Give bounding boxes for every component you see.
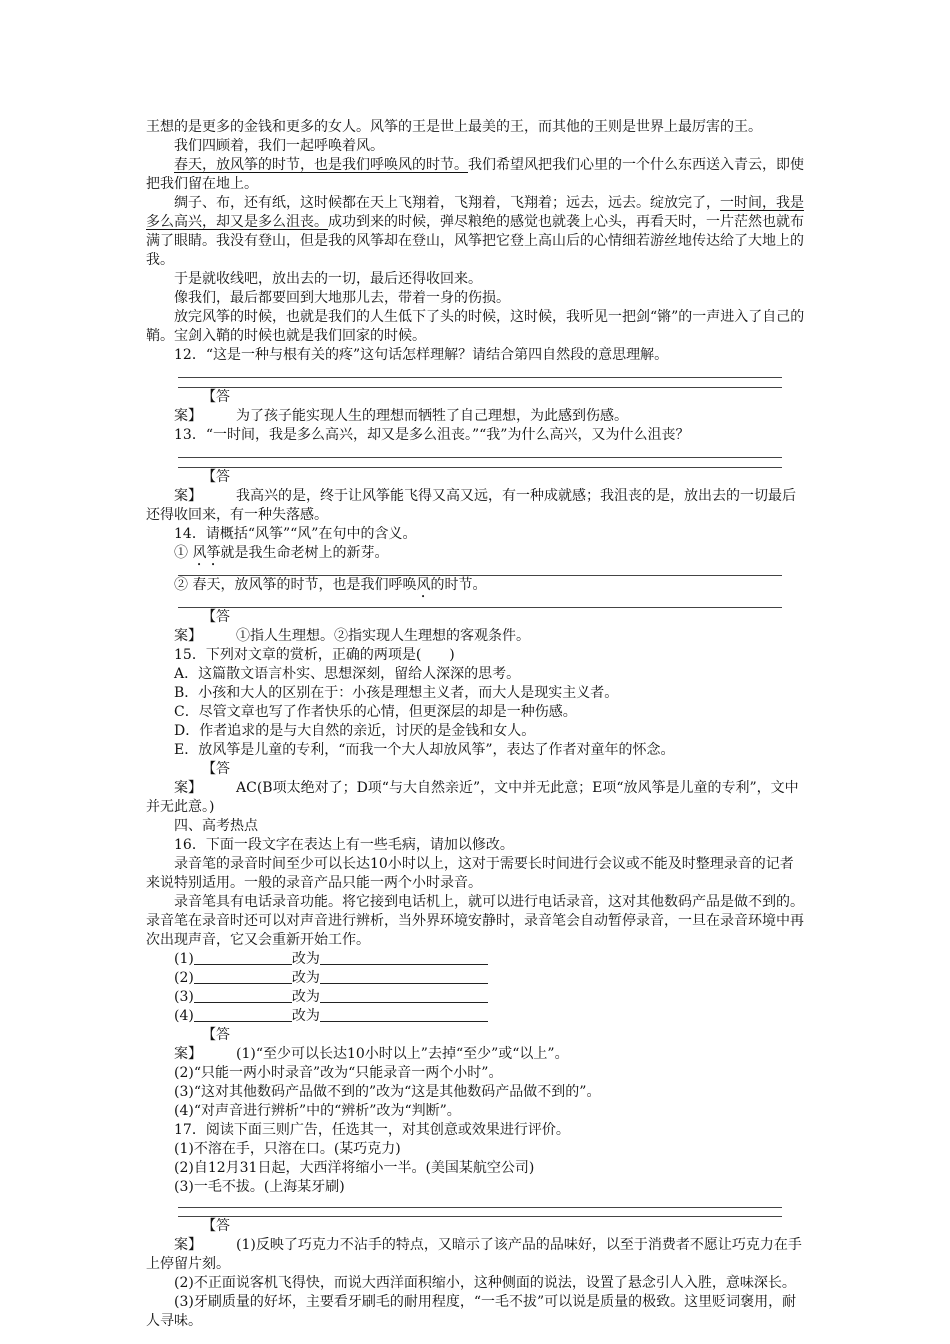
blank-field[interactable] xyxy=(194,1007,292,1022)
document-page xyxy=(146,118,806,1331)
q16-paragraph: 录音笔的录音时间至少可以长达10小时以上，这对于需要长时间进行会议或不能及时整理录音的记者来说特别适用。一般的录音产品只能一两个小时录音。 xyxy=(146,856,794,891)
passage-text: 我们希望风把我们心里的一个什么东西送入青云，即使把我们留在地上。 xyxy=(146,157,804,192)
blank-field[interactable] xyxy=(194,969,292,984)
answer-tag: 【答案】 xyxy=(174,761,230,796)
ad-item: (2)自12月31日起，大西洋将缩小一半。(美国某航空公司) xyxy=(174,1160,535,1176)
answer-16-line: (3)“这对其他数码产品做不到的”改为“这是其他数码产品做不到的”。 xyxy=(174,1084,601,1100)
passage-paragraph: 像我们，最后都要回到大地那儿去，带着一身的伤损。 xyxy=(174,290,510,306)
ad-item: (1)不溶在手，只溶在口。(某巧克力) xyxy=(174,1141,401,1157)
option-d: D．作者追求的是与大自然的亲近，讨厌的是金钱和女人。 xyxy=(174,723,536,739)
question-14: 14．请概括“风筝”“风”在句中的含义。 xyxy=(174,526,417,542)
answer-12 xyxy=(146,388,806,426)
answer-16-line: (2)“只能一两小时录音”改为“只能录音一两个小时”。 xyxy=(174,1065,503,1081)
blank-label: (3) xyxy=(174,989,194,1005)
blank-row xyxy=(146,1007,806,1026)
sentence-text: 就是我生命老树上的新芽。 xyxy=(220,545,389,561)
section-heading: 四、高考热点 xyxy=(174,818,258,834)
option-c: C．尽管文章也写了作者快乐的心情，但更深层的却是一种伤感。 xyxy=(174,704,577,720)
option-b: B．小孩和大人的区别在于：小孩是理想主义者，而大人是现实主义者。 xyxy=(174,685,619,701)
blank-field[interactable] xyxy=(194,950,292,965)
blank-label: (4) xyxy=(174,1008,194,1024)
passage-text: 成功到来的时候，弹尽粮绝的感觉也就袭上心头，再看天时，一片茫然也就布满了眼睛。我没有登山，但是我的风筝却在登山，风筝把它登上高山后的心情细若游丝地传达给了大地上的我。 xyxy=(146,214,804,268)
answer-14 xyxy=(146,608,806,646)
blank-field[interactable] xyxy=(320,1007,488,1022)
passage-paragraph: 王想的是更多的金钱和更多的女人。风筝的王是世上最美的王，而其他的王则是世界上最厉害的王。 xyxy=(146,119,762,135)
answer-text: (1)“至少可以长达10小时以上”去掉“至少”或“以上”。 xyxy=(236,1046,569,1062)
answer-text: (1)反映了巧克力不沾手的特点，又暗示了该产品的品味好，以至于消费者不愿让巧克力在手上停留片刻。 xyxy=(146,1237,802,1272)
answer-text: AC(B项太绝对了；D项“与大自然亲近”，文中并无此意；E项“放风筝是儿童的专利”，文中并无此意。) xyxy=(146,780,799,815)
passage-text: 绸子、布，还有纸，这时候都在天上飞翔着，飞翔着，飞翔着；远去，远去。绽放完了， xyxy=(174,195,720,211)
blank-label: (1) xyxy=(174,951,194,967)
emphasized-word: 风筝 xyxy=(192,545,221,561)
answer-tag: 【答案】 xyxy=(174,469,230,504)
blank-row xyxy=(146,988,806,1007)
passage-paragraph: 我们四顾着，我们一起呼唤着风。 xyxy=(174,138,384,154)
change-word: 改为 xyxy=(291,989,320,1005)
question-13: 13．“一时间，我是多么高兴，却又是多么沮丧。”“我”为什么高兴，又为什么沮丧？ xyxy=(174,427,690,443)
passage-paragraph: 于是就收线吧，放出去的一切，最后还得收回来。 xyxy=(174,271,482,287)
answer-tag: 【答案】 xyxy=(174,1218,230,1253)
answer-17-line: (2)不正面说客机飞得快，而说大西洋面积缩小，这种侧面的说法，设置了悬念引人入胜，意味深长。 xyxy=(174,1275,796,1291)
passage-paragraph xyxy=(146,156,806,194)
change-word: 改为 xyxy=(291,951,320,967)
question-15: 15．下列对文章的赏析，正确的两项是( ) xyxy=(174,647,455,663)
underlined-sentence: 一时间，我是多么高兴，却又是多么沮丧。 xyxy=(146,195,804,230)
change-word: 改为 xyxy=(291,970,320,986)
answer-16 xyxy=(146,1026,806,1064)
option-a: A．这篇散文语言朴实、思想深刻，留给人深深的思考。 xyxy=(174,666,521,682)
answer-17 xyxy=(146,1217,806,1274)
answer-text: 为了孩子能实现人生的理想而牺牲了自己理想，为此感到伤感。 xyxy=(236,408,628,424)
sentence-2 xyxy=(146,576,806,601)
sentence-1 xyxy=(146,544,806,569)
passage-paragraph: 放完风筝的时候，也就是我们的人生低下了头的时候，这时候，我听见一把剑“锵”的一声进入了自己的鞘。宝剑入鞘的时候也就是我们回家的时候。 xyxy=(146,309,805,344)
answer-tag: 【答案】 xyxy=(174,609,230,644)
answer-17-line: (3)牙刷质量的好坏，主要看牙刷毛的耐用程度，“一毛不拔”可以说是质量的极致。这里贬词褒用，耐人寻味。 xyxy=(146,1294,797,1329)
blank-row xyxy=(146,969,806,988)
emphasized-word: 风 xyxy=(416,577,431,593)
question-16: 16．下面一段文字在表达上有一些毛病，请加以修改。 xyxy=(174,837,514,853)
blank-field[interactable] xyxy=(320,969,488,984)
blank-field[interactable] xyxy=(320,988,488,1003)
answer-15 xyxy=(146,760,806,817)
blank-field[interactable] xyxy=(320,950,488,965)
answer-13 xyxy=(146,468,806,525)
q16-paragraph: 录音笔具有电话录音功能。将它接到电话机上，就可以进行电话录音，这对其他数码产品是做不到的。录音笔在录音时还可以对声音进行辨析，当外界环境安静时，录音笔会自动暂停录音，一旦在录音环境中再次出现声音，它又会重新开始工作。 xyxy=(146,894,804,948)
change-word: 改为 xyxy=(291,1008,320,1024)
answer-text: 我高兴的是，终于让风筝能飞得又高又远，有一种成就感；我沮丧的是，放出去的一切最后还得收回来，有一种失落感。 xyxy=(146,488,796,523)
sentence-text: 的时节。 xyxy=(430,577,487,593)
ad-item: (3)一毛不拔。(上海某牙刷) xyxy=(174,1179,345,1195)
question-12: 12．“这是一种与根有关的疼”这句话怎样理解？请结合第四自然段的意思理解。 xyxy=(174,347,669,363)
blank-label: (2) xyxy=(174,970,194,986)
underlined-sentence: 春天，放风筝的时节，也是我们呼唤风的时节。 xyxy=(174,157,468,173)
answer-tag: 【答案】 xyxy=(174,1027,230,1062)
option-e: E．放风筝是儿童的专利，“而我一个大人却放风筝”，表达了作者对童年的怀念。 xyxy=(174,742,675,758)
sentence-text: ① xyxy=(174,545,193,561)
answer-tag: 【答案】 xyxy=(174,389,230,424)
passage-paragraph xyxy=(146,194,806,270)
answer-16-line: (4)“对声音进行辨析”中的“辨析”改为“判断”。 xyxy=(174,1103,461,1119)
answer-text: ①指人生理想。②指实现人生理想的客观条件。 xyxy=(236,628,530,644)
question-17: 17．阅读下面三则广告，任选其一，对其创意或效果进行评价。 xyxy=(174,1122,570,1138)
blank-row xyxy=(146,950,806,969)
sentence-text: ② 春天，放风筝的时节，也是我们呼唤 xyxy=(174,577,417,593)
blank-field[interactable] xyxy=(194,988,292,1003)
